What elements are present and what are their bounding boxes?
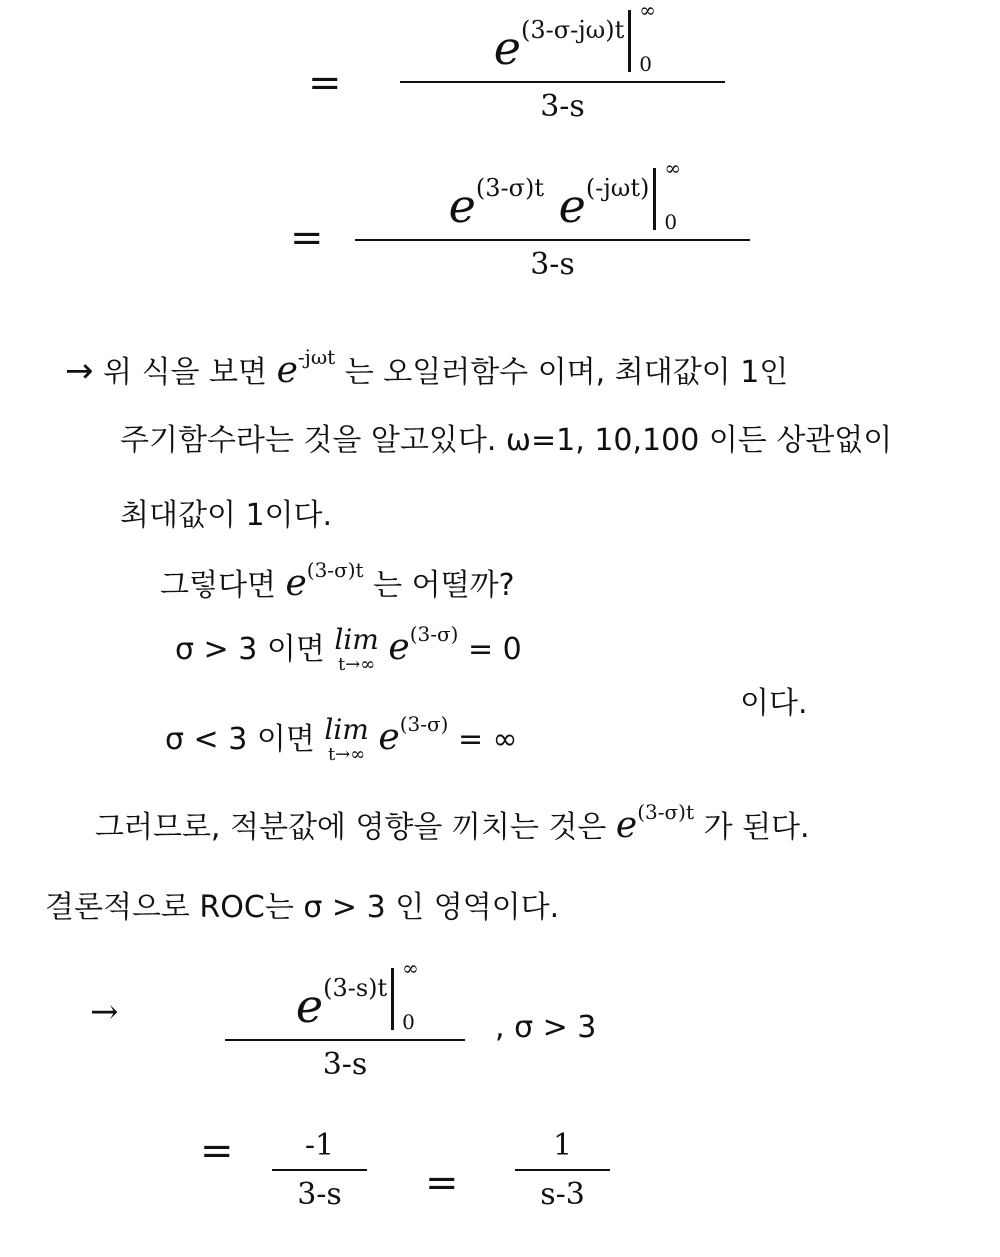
eq2-equals: = (290, 215, 324, 261)
final-lower-limit: 0 (402, 1010, 415, 1034)
eq2-numerator (355, 156, 750, 234)
eq2-exponent1: (3-σ)t (475, 174, 544, 202)
eq1-numerator (400, 0, 725, 76)
eq2-upper-limit: ∞ (664, 156, 682, 180)
note-line-1 (65, 345, 788, 391)
final-arrow-icon: → (90, 992, 119, 1032)
eq2-fraction-bar (355, 239, 750, 241)
result-den1: 3-s (297, 1177, 342, 1212)
case1-limit: lim t→∞ (334, 623, 379, 675)
question-text-b: 는 어떨까? (373, 568, 515, 603)
eq2-denominator: 3-s (530, 247, 575, 282)
final-upper-limit: ∞ (402, 956, 419, 980)
result-den2: s-3 (540, 1177, 585, 1212)
result-bar1 (272, 1169, 367, 1171)
final-fraction-bar (225, 1039, 465, 1041)
final-eval-bar (391, 956, 419, 1034)
eq1-lower-limit: 0 (639, 52, 652, 76)
therefore-line (95, 800, 810, 846)
result-bar2 (515, 1169, 610, 1171)
eq1-eval-bar (628, 0, 656, 76)
case2-result: = ∞ (457, 722, 518, 757)
case2-limit: lim t→∞ (324, 713, 369, 765)
final-condition: , σ > 3 (495, 1010, 597, 1045)
final-exponent: (3-s)t (323, 974, 388, 1002)
therefore-text-a: 그러므로, 적분값에 영향을 끼치는 것은 (95, 810, 607, 845)
result-num2: 1 (552, 1128, 573, 1163)
eq1-base: e (493, 21, 521, 75)
case1-line (175, 622, 522, 675)
eq2-lower-limit: 0 (664, 210, 678, 234)
note-line1-e: $e^{-j\omega t}$ (276, 345, 336, 391)
case2-e: $e^{(3-\sigma)}$ (378, 712, 449, 758)
question-line (160, 558, 515, 604)
final-base: e (295, 979, 324, 1033)
eq2-base2: e (558, 179, 586, 233)
eq2-eval-bar (653, 156, 682, 234)
eq1-exponent: (3-σ-jω)t (520, 16, 625, 44)
conclusion-line: 결론적으로 ROC는 σ > 3 인 영역이다. (45, 890, 560, 925)
final-denominator: 3-s (322, 1047, 368, 1082)
eq1-equals: = (308, 60, 342, 106)
result-equals-1: = (200, 1128, 234, 1174)
ida-text: 이다. (740, 686, 808, 721)
eq2-fraction (355, 156, 750, 282)
case2-condition: σ < 3 이면 (165, 722, 315, 757)
therefore-text-b: 가 된다. (703, 810, 810, 845)
eq1-fraction-bar (400, 81, 725, 83)
note-line1-text-a: 위 식을 보면 (103, 355, 268, 390)
case1-e: $e^{(3-\sigma)}$ (388, 622, 459, 668)
therefore-e: $e^{(3-\sigma)t}$ (615, 800, 695, 846)
final-fraction (225, 956, 465, 1082)
final-numerator (225, 956, 465, 1034)
case1-condition: σ > 3 이면 (175, 632, 325, 667)
note-line-3: 최대값이 1이다. (120, 498, 333, 533)
arrow-icon: → (65, 351, 94, 391)
note-line1-text-b: 는 오일러함수 이며, 최대값이 1인 (344, 355, 789, 390)
result-fraction-2 (515, 1128, 610, 1212)
eq1-denominator: 3-s (540, 89, 585, 124)
note-line-2: 주기함수라는 것을 알고있다. ω=1, 10,100 이든 상관없이 (120, 423, 893, 458)
result-equals-2: = (425, 1160, 459, 1206)
question-e: $e^{(3-\sigma)t}$ (285, 558, 364, 604)
eq1-fraction (400, 0, 725, 124)
case1-result: = 0 (467, 632, 522, 667)
eq2-exponent2: (-jωt) (585, 174, 650, 202)
eq1-upper-limit: ∞ (639, 0, 656, 22)
question-text-a: 그렇다면 (160, 568, 276, 603)
result-fraction-1 (272, 1128, 367, 1212)
case2-line (165, 712, 518, 765)
eq2-base1: e (448, 179, 476, 233)
result-num1: -1 (304, 1128, 335, 1163)
